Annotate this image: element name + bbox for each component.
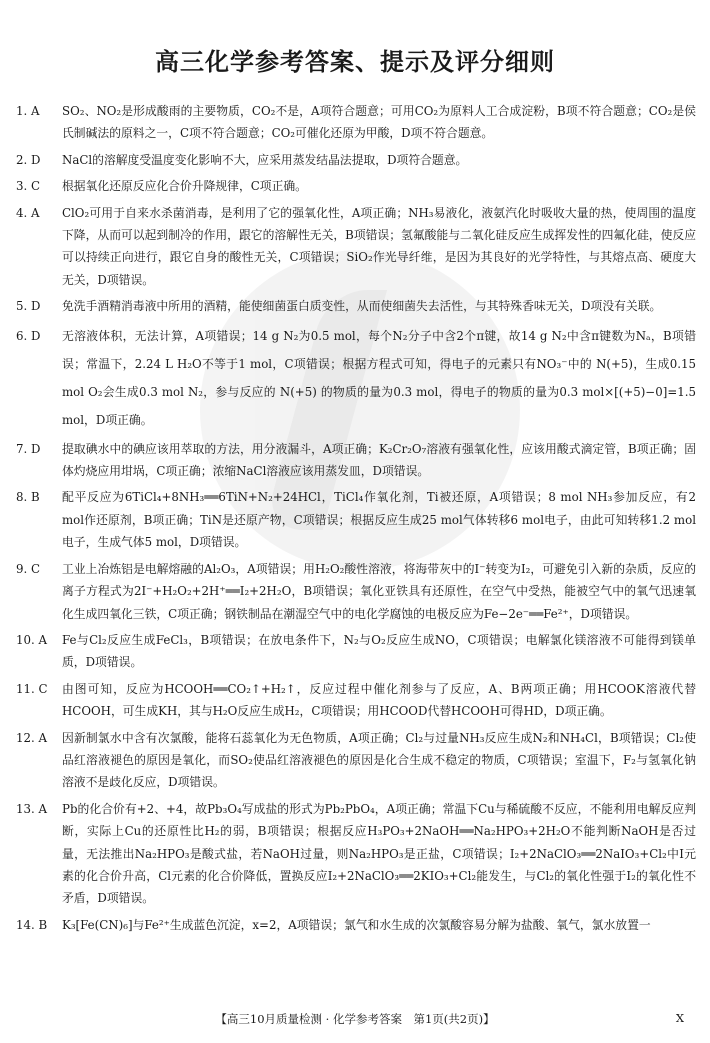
answer-number: 13. A bbox=[16, 801, 48, 816]
page-footer bbox=[0, 1011, 710, 1027]
answer-item bbox=[16, 322, 696, 434]
answer-explanation: 根据氧化还原反应化合价升降规律，C项正确。 bbox=[62, 179, 307, 194]
answer-item bbox=[16, 202, 696, 292]
answer-list bbox=[16, 100, 696, 940]
answer-item bbox=[16, 295, 696, 317]
answer-number: 12. A bbox=[16, 730, 48, 745]
answer-number: 8. B bbox=[16, 490, 40, 505]
answer-number: 10. A bbox=[16, 632, 48, 647]
answer-item bbox=[16, 678, 696, 723]
page-title: 高三化学参考答案、提示及评分细则 bbox=[155, 48, 555, 76]
answer-number: 3. C bbox=[16, 179, 41, 194]
answer-explanation: 工业上冶炼铝是电解熔融的Al₂O₃，A项错误；用H₂O₂酸性溶液，将海带灰中的I⁻转变为I₂，可避免引入新的杂质，反应的离子方程式为2I⁻+H₂O₂+2H⁺══I₂+2H₂O，B项错误；氧化亚铁具有还原性，在空气中受热，能被空气中的氧气迅速氧化生成四氧化三铁，C项正确；钢铁制品在潮湿空气中的电化学腐蚀的电极反应为Fe−2e⁻══Fe²⁺，D项错误。 bbox=[62, 561, 696, 621]
answer-number: 9. C bbox=[16, 561, 41, 576]
answer-explanation: NaCl的溶解度受温度变化影响不大，应采用蒸发结晶法提取，D项符合题意。 bbox=[62, 152, 468, 167]
answer-explanation: 无溶液体积，无法计算，A项错误；14 g N₂为0.5 mol，每个N₂分子中含2个π键，故14 g N₂中含π键数为Nₐ，B项错误；常温下，2.24 L H₂O不等于1 mol，C项错误；根据方程式可知，得电子的元素只有NO₃⁻中的 N(+5)，生成0.15 mol O₂会生成0.3 mol N₂，参与反应的 N(+5) 的物质的量为0.3 mol，得电子的物质的量为0.3 mol×[(+5)−0]=1.5 mol，D项正确。 bbox=[62, 328, 696, 427]
answer-item bbox=[16, 149, 696, 171]
footer-text: 【高三10月质量检测 · 化学参考答案 第1页(共2页)】 bbox=[215, 1012, 495, 1026]
answer-explanation: 配平反应为6TiCl₄+8NH₃══6TiN+N₂+24HCl，TiCl₄作氧化剂，Ti被还原，A项错误；8 mol NH₃参加反应，有2 mol作还原剂，B项正确；TiN是还原产物，C项错误；根据反应生成25 mol气体转移6 mol电子，由此可知转移1.2 mol电子，生成气体5 mol，D项错误。 bbox=[62, 490, 696, 550]
answer-explanation: ClO₂可用于自来水杀菌消毒，是利用了它的强氧化性，A项正确；NH₃易液化，液氨汽化时吸收大量的热，使周围的温度下降，从而可以起到制冷的作用，跟它的溶解性无关，B项错误；氢氟酸能与二氧化硅反应生成挥发性的四氟化硅，使反应可以持续正向进行，跟它自身的酸性无关，C项错误；SiO₂作光导纤维，是因为其良好的光学特性，与其熔点高、硬度大无关，D项错误。 bbox=[62, 205, 696, 287]
answer-explanation: SO₂、NO₂是形成酸雨的主要物质，CO₂不是，A项符合题意；可用CO₂为原料人工合成淀粉，B项不符合题意；CO₂是侯氏制碱法的原料之一，C项不符合题意；CO₂可催化还原为甲酸，D项不符合题意。 bbox=[62, 104, 696, 141]
answer-number: 5. D bbox=[16, 299, 41, 314]
answer-item bbox=[16, 438, 696, 483]
answer-explanation: Fe与Cl₂反应生成FeCl₃，B项错误；在放电条件下，N₂与O₂反应生成NO，C项错误；电解氯化镁溶液不可能得到镁单质，D项错误。 bbox=[62, 632, 696, 670]
answer-number: 4. A bbox=[16, 205, 40, 220]
answer-explanation: 因新制氯水中含有次氯酸，能将石蕊氧化为无色物质，A项正确；Cl₂与过量NH₃反应生成N₂和NH₄Cl，B项错误；Cl₂使品红溶液褪色的原因是氧化，而SO₂使品红溶液褪色的原因是化合生成不稳定的物质，C项错误；室温下，F₂与氢氧化钠溶液不是歧化反应，D项错误。 bbox=[62, 730, 696, 790]
answer-explanation: 提取碘水中的碘应该用萃取的方法，用分液漏斗，A项正确；K₂Cr₂O₇溶液有强氧化性，应该用酸式滴定管，B项正确；固体灼烧应用坩埚，C项正确；浓缩NaCl溶液应该用蒸发皿，D项错误。 bbox=[62, 441, 696, 479]
answer-item bbox=[16, 798, 696, 910]
answer-number: 14. B bbox=[16, 917, 48, 932]
answer-item bbox=[16, 558, 696, 625]
answer-explanation: 免洗手酒精消毒液中所用的酒精，能使细菌蛋白质变性，从而使细菌失去活性，与其特殊香味无关，D项没有关联。 bbox=[62, 299, 662, 314]
answer-explanation: K₃[Fe(CN)₆]与Fe²⁺生成蓝色沉淀，x=2，A项错误；氯气和水生成的次氯酸容易分解为盐酸、氧气，氯水放置一 bbox=[62, 917, 651, 932]
answer-number: 1. A bbox=[16, 104, 40, 118]
answer-number: 6. D bbox=[16, 328, 41, 343]
answer-number: 7. D bbox=[16, 441, 41, 456]
answer-item bbox=[16, 486, 696, 553]
footer-mark: X bbox=[675, 1011, 684, 1025]
answer-item bbox=[16, 727, 696, 794]
answer-number: 2. D bbox=[16, 152, 41, 167]
answer-item bbox=[16, 629, 696, 674]
answer-item bbox=[16, 175, 696, 197]
answer-explanation: Pb的化合价有+2、+4，故Pb₃O₄写成盐的形式为Pb₂PbO₄，A项正确；常温下Cu与稀硫酸不反应，不能利用电解反应判断，实际上Cu的还原性比H₂的弱，B项错误；根据反应H₃PO₃+2NaOH══Na₂HPO₃+2H₂O不能判断NaOH是否过量，无法推出Na₂HPO₃是酸式盐，若NaOH过量，则Na₂HPO₃是正盐，C项错误；I₂+2NaClO₃══2NaIO₃+Cl₂中I元素的化合价升高，Cl元素的化合价降低，置换反应I₂+2NaClO₃══2KIO₃+Cl₂能发生，与Cl₂的氧化性强于I₂的氧化性不矛盾，D项错误。 bbox=[62, 801, 696, 906]
answer-explanation: 由图可知，反应为HCOOH══CO₂↑+H₂↑，反应过程中催化剂参与了反应，A、B两项正确；用HCOOK溶液代替HCOOH，可生成KH，其与H₂O反应生成H₂，C项错误；用HCOOD代替HCOOH可得HD，D项正确。 bbox=[62, 681, 696, 719]
answer-item bbox=[16, 914, 696, 936]
answer-item bbox=[16, 100, 696, 145]
answer-number: 11. C bbox=[16, 681, 48, 696]
